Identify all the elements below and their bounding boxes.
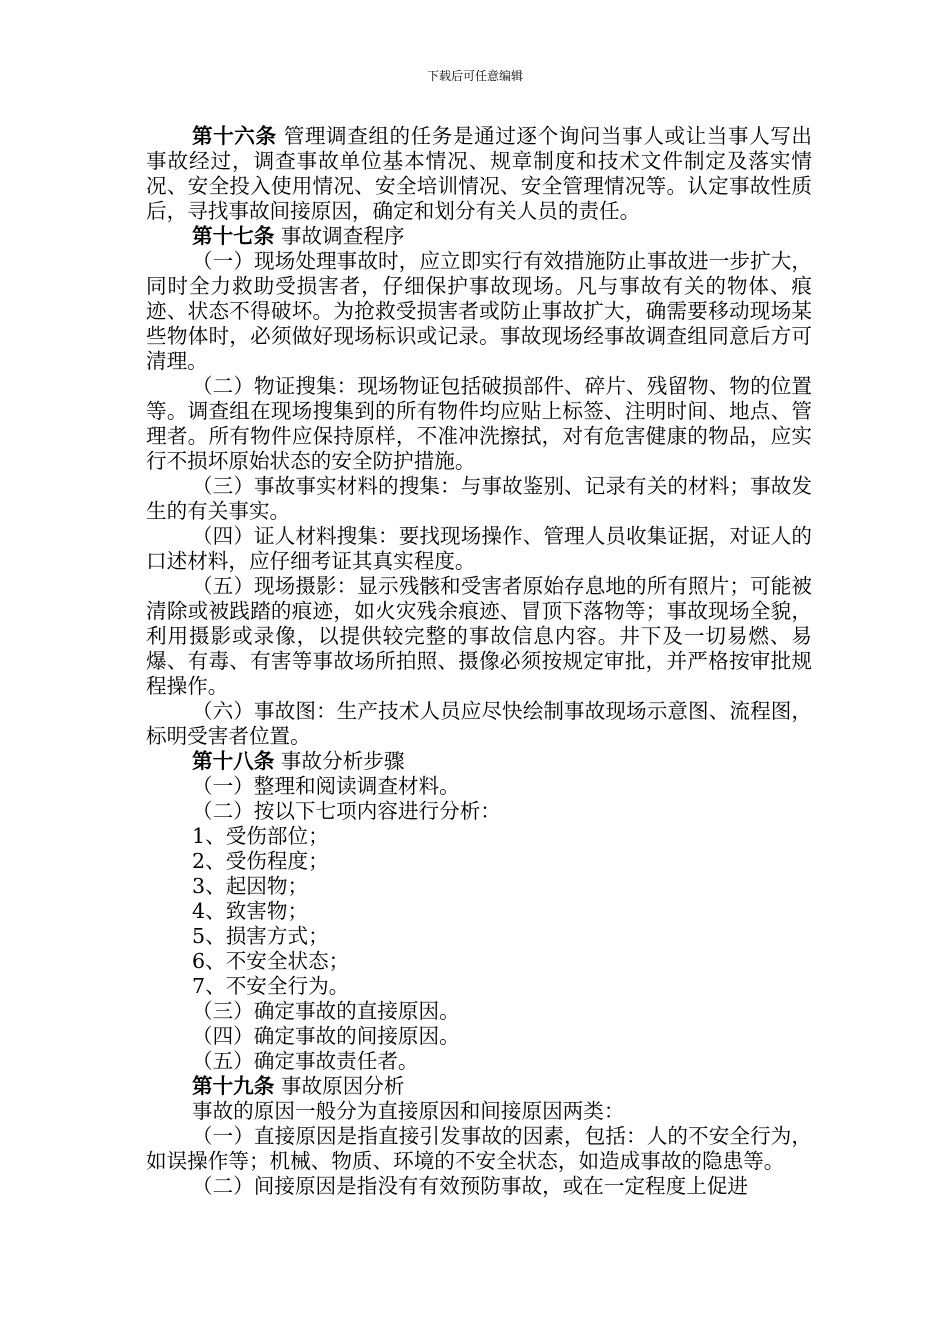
paragraph-text: （二）物证搜集：现场物证包括破损部件、碎片、残留物、物的位置等。调查组在现场搜集到的所有物件均应贴上标签、注明时间、地点、管理者。所有物件应保持原样，不准冲洗擦拭，对有危害健康的物品，应实行不损坏原始状态的安全防护措施。 [146,374,812,473]
paragraph-text: 事故原因分析 [274,1074,405,1098]
body-paragraph [146,249,812,374]
paragraph-text: 7、不安全行为。 [192,974,350,998]
paragraph-text: （五）现场摄影：显示残骸和受害者原始存息地的所有照片；可能被清除或被践踏的痕迹，如火灾残余痕迹、冒顶下落物等；事故现场全貌，利用摄影或录像，以提供较完整的事故信息内容。井下及一切易燃、易爆、有毒、有害等事故场所拍照、摄像必须按规定审批，并严格按审批规程操作。 [146,574,812,698]
article-number: 第十八条 [192,749,275,773]
paragraph-text: （四）确定事故的间接原因。 [192,1024,460,1048]
body-paragraph [146,1124,812,1174]
paragraph-text: （三）确定事故的直接原因。 [192,999,460,1023]
body-paragraph [146,899,812,924]
paragraph-text: 1、受伤部位； [192,824,329,848]
body-paragraph [146,974,812,999]
paragraph-text: 3、起因物； [192,874,309,898]
paragraph-text: 事故分析步骤 [274,749,405,773]
document-body [146,124,812,1199]
article-number: 第十九条 [192,1074,275,1098]
body-paragraph [146,874,812,899]
body-paragraph [146,699,812,749]
body-paragraph [146,999,812,1024]
paragraph-text: （二）按以下七项内容进行分析： [192,799,501,823]
body-paragraph [146,1099,812,1124]
article-number: 第十七条 [192,224,275,248]
body-paragraph [146,949,812,974]
paragraph-text: 6、不安全状态； [192,949,350,973]
paragraph-text: 2、受伤程度； [192,849,329,873]
article-heading-paragraph [146,124,812,224]
paragraph-text: 事故的原因一般分为直接原因和间接原因两类： [192,1099,625,1123]
body-paragraph [146,474,812,524]
page-header: 下载后可任意编辑 [426,69,523,83]
article-heading-paragraph [146,1074,812,1099]
body-paragraph [146,799,812,824]
article-heading-paragraph [146,224,812,249]
paragraph-text: （三）事故事实材料的搜集：与事故鉴别、记录有关的材料；事故发生的有关事实。 [146,474,812,523]
body-paragraph [146,1174,812,1199]
paragraph-text: （五）确定事故责任者。 [192,1049,419,1073]
body-paragraph [146,1024,812,1049]
paragraph-text: （六）事故图：生产技术人员应尽快绘制事故现场示意图、流程图，标明受害者位置。 [146,699,812,748]
paragraph-text: （一）整理和阅读调查材料。 [192,774,460,798]
paragraph-text: （四）证人材料搜集：要找现场操作、管理人员收集证据，对证人的口述材料，应仔细考证其真实程度。 [146,524,812,573]
body-paragraph [146,524,812,574]
body-paragraph [146,574,812,699]
body-paragraph [146,824,812,849]
body-paragraph [146,374,812,474]
paragraph-text: （一）现场处理事故时，应立即实行有效措施防止事故进一步扩大，同时全力救助受损害者，仔细保护事故现场。凡与事故有关的物体、痕迹、状态不得破坏。为抢救受损害者或防止事故扩大，确需要移动现场某些物体时，必须做好现场标识或记录。事故现场经事故调查组同意后方可清理。 [146,249,812,373]
body-paragraph [146,849,812,874]
paragraph-text: 4、致害物； [192,899,309,923]
body-paragraph [146,924,812,949]
article-heading-paragraph [146,749,812,774]
paragraph-text: 管理调查组的任务是通过逐个询问当事人或让当事人写出事故经过，调查事故单位基本情况、规章制度和技术文件制定及落实情况、安全投入使用情况、安全培训情况、安全管理情况等。认定事故性质后，寻找事故间接原因，确定和划分有关人员的责任。 [146,124,813,223]
paragraph-text: 5、损害方式； [192,924,329,948]
body-paragraph [146,774,812,799]
paragraph-text: （一）直接原因是指直接引发事故的因素，包括：人的不安全行为，如误操作等；机械、物质、环境的不安全状态，如造成事故的隐患等。 [146,1124,812,1173]
body-paragraph [146,1049,812,1074]
paragraph-text: 事故调查程序 [274,224,405,248]
paragraph-text: （二）间接原因是指没有有效预防事故，或在一定程度上促进 [192,1174,749,1198]
article-number: 第十六条 [192,124,277,148]
